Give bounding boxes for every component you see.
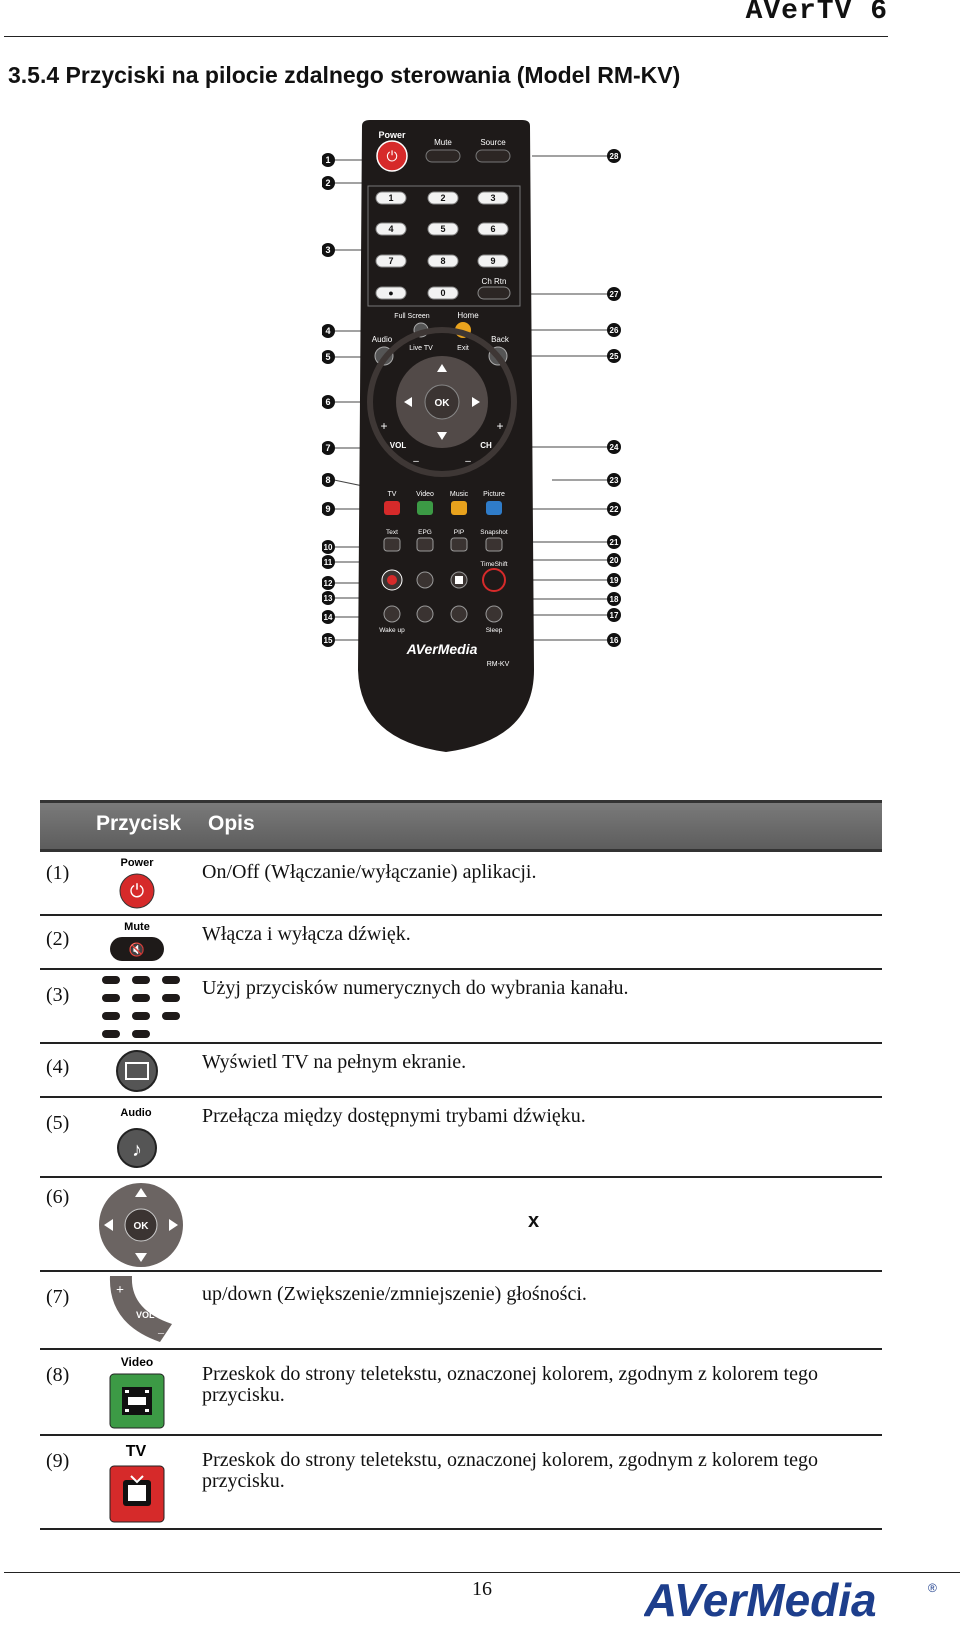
svg-text:0: 0 — [440, 288, 446, 298]
table-row — [40, 1272, 882, 1350]
svg-text:OK: OK — [133, 1221, 149, 1232]
row-number: (6) — [46, 1186, 70, 1208]
svg-text:Music: Music — [449, 491, 469, 498]
table-row — [40, 970, 882, 1044]
svg-text:Video: Video — [416, 491, 434, 498]
row-description: up/down (Zwiększenie/zmniejszenie) głośności. — [202, 1283, 587, 1305]
svg-text:+: + — [116, 1283, 124, 1298]
svg-text:18: 18 — [609, 595, 619, 604]
full-screen-icon — [102, 1048, 172, 1094]
svg-text:🔇: 🔇 — [128, 942, 146, 957]
row-number: (1) — [46, 862, 70, 884]
svg-text:Source: Source — [480, 138, 506, 147]
numeric-keypad-icon — [102, 974, 188, 1040]
svg-text:VOL: VOL — [136, 1310, 155, 1320]
svg-text:+: + — [380, 419, 388, 433]
svg-text:Power: Power — [120, 857, 154, 869]
row-number: (5) — [46, 1112, 70, 1134]
svg-text:25: 25 — [609, 352, 619, 361]
svg-text:6: 6 — [490, 224, 496, 234]
svg-text:AVerMedia: AVerMedia — [644, 1574, 877, 1624]
header-divider — [4, 36, 888, 37]
svg-text:–: – — [413, 456, 419, 467]
svg-text:15: 15 — [323, 636, 333, 645]
svg-text:1: 1 — [325, 155, 331, 165]
svg-text:Wake up: Wake up — [379, 627, 405, 634]
svg-text:19: 19 — [609, 576, 619, 585]
table-row — [40, 1178, 882, 1272]
row-number: (7) — [46, 1286, 70, 1308]
svg-text:23: 23 — [609, 476, 619, 485]
svg-text:Power: Power — [378, 130, 406, 140]
svg-text:12: 12 — [323, 579, 333, 588]
svg-text:Video: Video — [120, 1355, 154, 1369]
svg-text:24: 24 — [609, 443, 619, 452]
svg-text:Snapshot: Snapshot — [480, 529, 508, 536]
table-row — [40, 1350, 882, 1436]
svg-text:21: 21 — [609, 538, 619, 547]
tv-icon — [102, 1440, 172, 1526]
row-description: Przeskok do strony teletekstu, oznaczonej kolorem, zgodnym z kolorem tego przycisku. — [202, 1449, 818, 1492]
page-number: 16 — [472, 1578, 492, 1600]
svg-text:OK: OK — [434, 398, 450, 409]
footer-divider — [4, 1572, 960, 1573]
section-title: 3.5.4 Przyciski na pilocie zdalnego sterowania (Model RM-KV) — [8, 62, 681, 88]
svg-text:Text: Text — [386, 529, 398, 536]
svg-text:Audio: Audio — [120, 1107, 152, 1119]
svg-text:TV: TV — [125, 1443, 147, 1460]
svg-text:2: 2 — [325, 178, 331, 188]
power-icon — [102, 856, 172, 912]
svg-text:♪: ♪ — [132, 1139, 142, 1161]
svg-text:Exit: Exit — [457, 345, 469, 352]
svg-text:22: 22 — [609, 505, 619, 514]
row-description: Przełącza między dostępnymi trybami dźwięku. — [202, 1105, 586, 1127]
svg-text:7: 7 — [325, 443, 331, 453]
svg-text:Audio: Audio — [371, 335, 393, 344]
avermedia-logo — [644, 1574, 944, 1624]
svg-text:5: 5 — [440, 224, 446, 234]
audio-note-icon — [102, 1104, 172, 1172]
svg-text:27: 27 — [609, 290, 619, 299]
volume-rocker-icon — [102, 1274, 178, 1346]
svg-text:AVerMedia: AVerMedia — [406, 641, 478, 657]
svg-text:28: 28 — [609, 152, 619, 161]
dpad-icon — [98, 1182, 184, 1268]
svg-text:Sleep: Sleep — [485, 627, 503, 634]
svg-text:14: 14 — [323, 613, 333, 622]
svg-text:Ch Rtn: Ch Rtn — [481, 277, 507, 286]
row-number: (8) — [46, 1364, 70, 1386]
svg-text:●: ● — [388, 288, 394, 298]
svg-text:Home: Home — [457, 311, 479, 320]
svg-text:–: – — [465, 456, 471, 467]
svg-text:+: + — [496, 419, 504, 433]
table-header — [40, 800, 882, 852]
svg-text:Picture: Picture — [483, 491, 505, 498]
svg-text:EPG: EPG — [418, 529, 432, 536]
svg-text:16: 16 — [609, 636, 619, 645]
column-header-button: Przycisk — [96, 812, 182, 835]
row-description: Włącza i wyłącza dźwięk. — [202, 923, 411, 945]
svg-text:–: – — [158, 1325, 164, 1339]
svg-text:26: 26 — [609, 326, 619, 335]
svg-text:1: 1 — [388, 193, 394, 203]
column-header-description: Opis — [208, 812, 255, 835]
svg-text:4: 4 — [388, 224, 394, 234]
svg-text:4: 4 — [325, 326, 331, 336]
row-number: (3) — [46, 984, 70, 1006]
svg-text:Live TV: Live TV — [409, 345, 433, 352]
row-description: Przeskok do strony teletekstu, oznaczonej kolorem, zgodnym z kolorem tego przycisku. — [202, 1363, 818, 1406]
svg-text:2: 2 — [440, 193, 446, 203]
svg-text:10: 10 — [323, 543, 333, 552]
table-row — [40, 1098, 882, 1178]
svg-text:3: 3 — [325, 245, 331, 255]
table-row — [40, 916, 882, 970]
running-header: AVerTV 6 — [745, 0, 888, 27]
table-row — [40, 1044, 882, 1098]
row-description: Użyj przycisków numerycznych do wybrania kanału. — [202, 977, 629, 999]
svg-text:⏻: ⏻ — [129, 881, 145, 901]
svg-text:Mute: Mute — [434, 138, 452, 147]
row-description: On/Off (Włączanie/wyłączanie) aplikacji. — [202, 861, 537, 883]
mute-icon — [102, 918, 172, 966]
svg-text:9: 9 — [490, 256, 496, 266]
svg-text:VOL: VOL — [389, 441, 407, 450]
svg-text:®: ® — [928, 1581, 937, 1595]
table-row — [40, 850, 882, 916]
svg-text:5: 5 — [325, 352, 331, 362]
svg-text:Full Screen: Full Screen — [394, 313, 430, 320]
video-film-icon — [102, 1354, 172, 1432]
row-description: Wyświetl TV na pełnym ekranie. — [202, 1051, 467, 1073]
svg-text:13: 13 — [323, 594, 333, 603]
svg-text:8: 8 — [440, 256, 446, 266]
svg-text:RM-KV: RM-KV — [486, 661, 510, 668]
svg-text:PIP: PIP — [453, 529, 465, 536]
svg-text:8: 8 — [325, 475, 331, 485]
svg-text:3: 3 — [490, 193, 496, 203]
svg-text:11: 11 — [323, 558, 333, 567]
remote-control-illustration — [322, 120, 622, 760]
svg-text:CH: CH — [480, 441, 492, 450]
svg-text:7: 7 — [388, 256, 394, 266]
svg-text:TimeShift: TimeShift — [480, 561, 508, 568]
row-number: (2) — [46, 928, 70, 950]
row-number: (9) — [46, 1450, 70, 1472]
svg-text:Mute: Mute — [124, 921, 150, 933]
row-note: x — [528, 1210, 540, 1232]
svg-text:TV: TV — [387, 491, 397, 498]
svg-text:20: 20 — [609, 556, 619, 565]
svg-text:Back: Back — [491, 335, 509, 344]
table-row — [40, 1436, 882, 1530]
svg-text:9: 9 — [325, 504, 331, 514]
svg-text:⏻: ⏻ — [386, 148, 398, 164]
svg-text:17: 17 — [609, 611, 619, 620]
svg-text:6: 6 — [325, 397, 331, 407]
row-number: (4) — [46, 1056, 70, 1078]
